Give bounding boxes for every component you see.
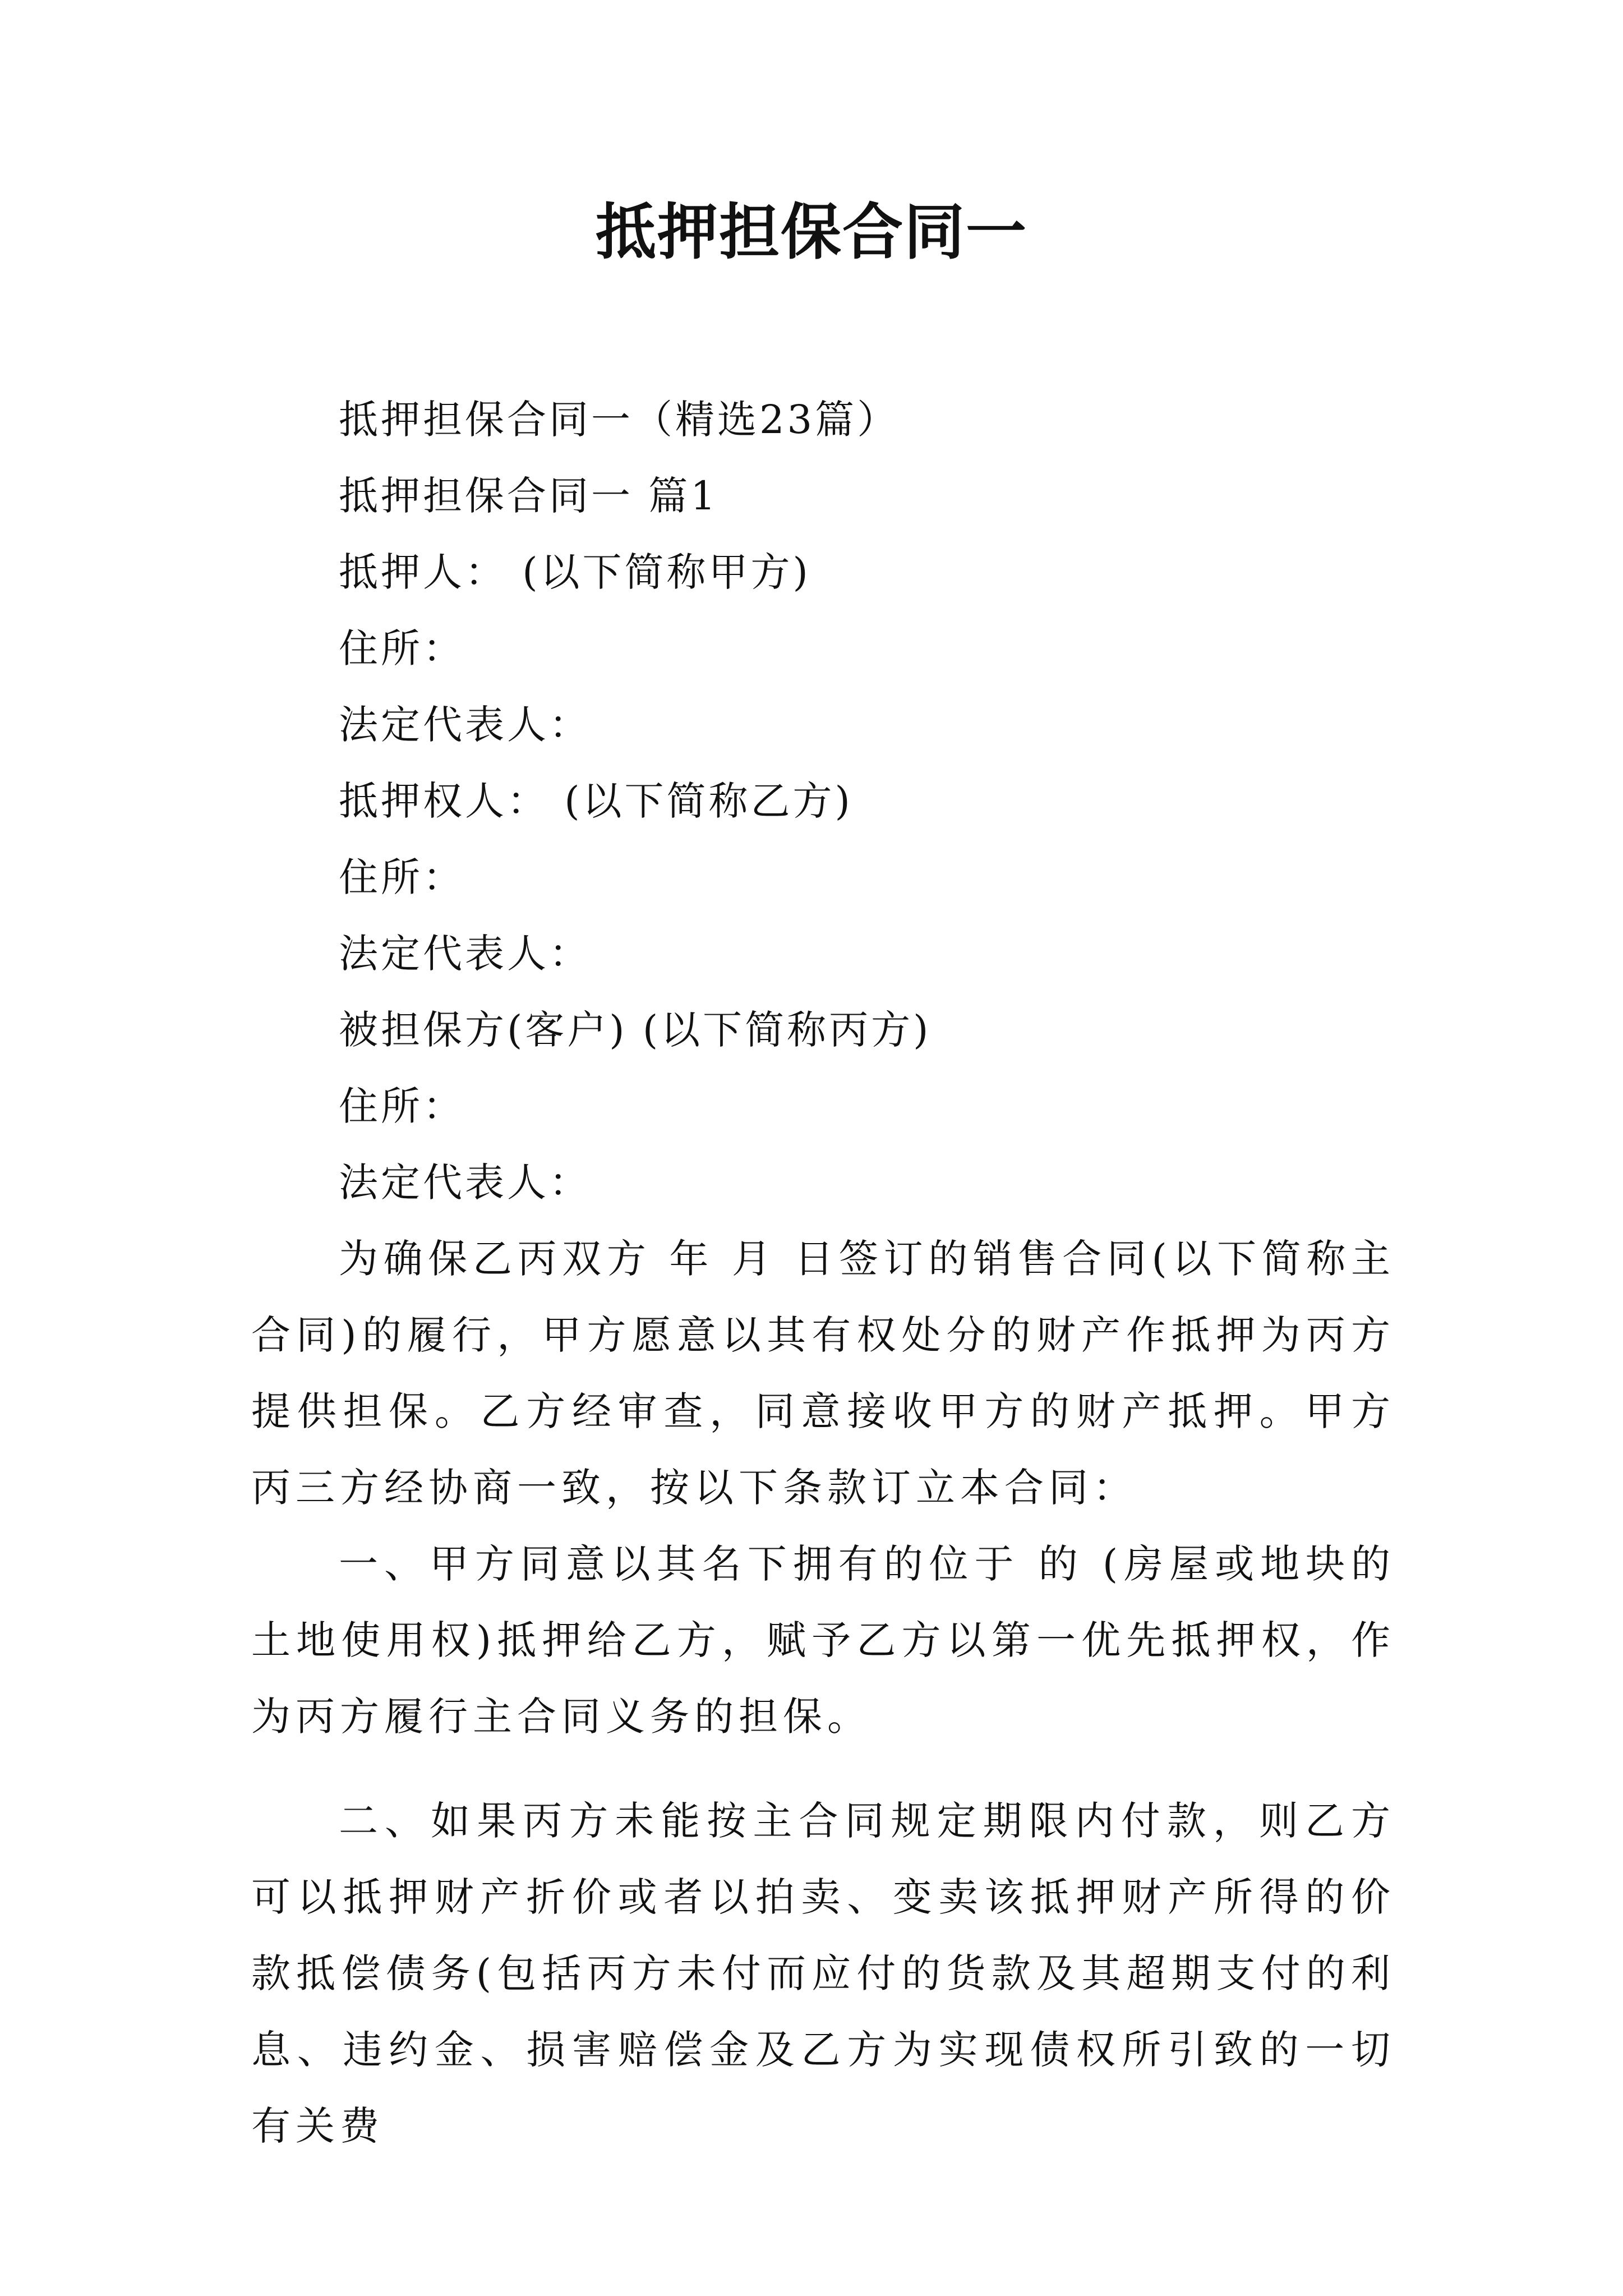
subtitle-line: 抵押担保合同一（精选23篇） [339, 397, 900, 443]
preamble-paragraph: 为确保乙丙双方 年 月 日签订的销售合同(以下简称主合同)的履行，甲方愿意以其有权处分的财产作抵押为丙方提供担保。乙方经审查，同意接收甲方的财产抵押。甲方丙三方经协商一致，按以下条款订立本合同： [251, 1236, 1395, 1511]
mortgagor-address-line: 住所： [339, 625, 465, 671]
document-title: 抵押担保合同一 [595, 197, 1027, 268]
mortgagee-address-line: 住所： [339, 854, 465, 900]
guaranteed-party-address-line: 住所： [339, 1083, 465, 1129]
guaranteed-party-representative-line: 法定代表人： [339, 1159, 591, 1205]
document-body [251, 381, 1395, 2164]
clause-two-paragraph: 二、如果丙方未能按主合同规定期限内付款，则乙方可以抵押财产折价或者以拍卖、变卖该抵押财产所得的价款抵偿债务(包括丙方未付而应付的货款及其超期支付的利息、违约金、损害赔偿金及乙方为实现债权所引致的一切有关费 [251, 1798, 1395, 2149]
mortgagor-representative-line: 法定代表人： [339, 702, 591, 748]
guaranteed-party-line: 被担保方(客户) (以下简称丙方) [339, 1007, 932, 1053]
mortgagee-representative-line: 法定代表人： [339, 931, 591, 977]
clause-one-paragraph: 一、甲方同意以其名下拥有的位于 的 (房屋或地块的土地使用权)抵押给乙方，赋予乙方以第一优先抵押权，作为丙方履行主合同义务的担保。 [251, 1541, 1395, 1740]
mortgagor-line: 抵押人： (以下简称甲方) [339, 549, 811, 595]
section-heading: 抵押担保合同一 篇1 [339, 473, 718, 519]
mortgagee-line: 抵押权人： (以下简称乙方) [339, 778, 853, 824]
